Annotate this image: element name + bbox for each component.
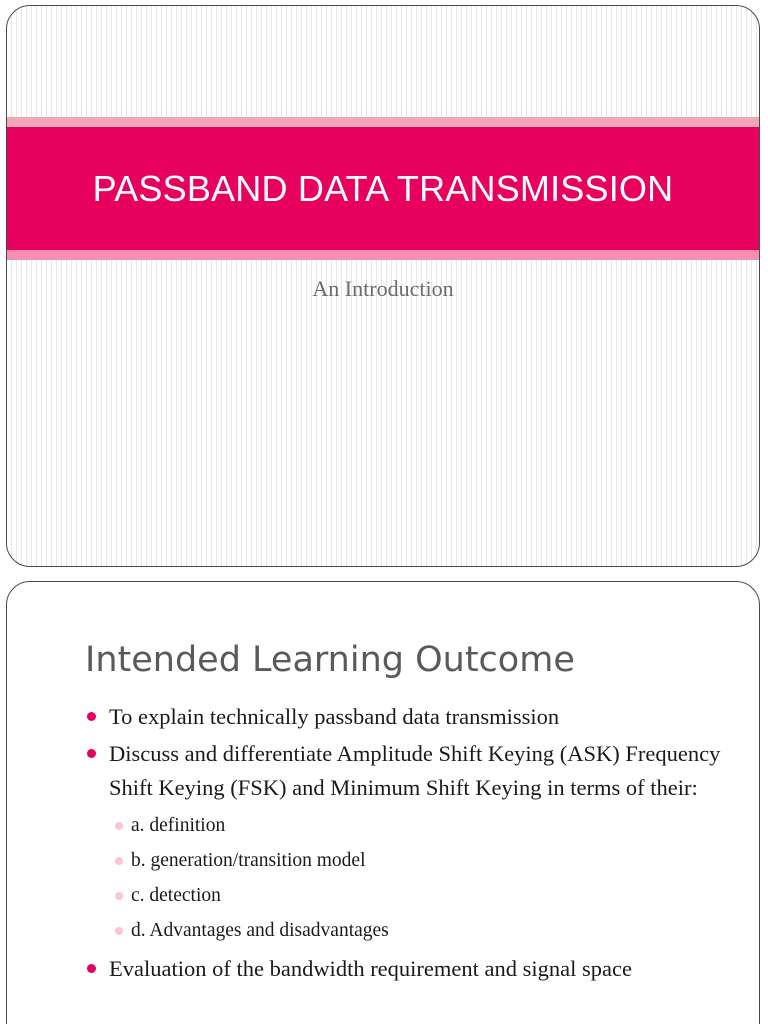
- bullet-dot-icon: [87, 964, 96, 973]
- bullet-text: To explain technically passband data transmission: [109, 704, 560, 729]
- slide-subtitle: An Introduction: [312, 276, 454, 301]
- bullet-text: Evaluation of the bandwidth requirement and signal space: [109, 956, 632, 981]
- sub-bullet-item: [109, 878, 735, 913]
- sub-bullet-dot-icon: [115, 822, 123, 830]
- sub-bullet-dot-icon: [115, 892, 123, 900]
- bullet-text: Discuss and differentiate Amplitude Shift Keying (ASK) Frequency Shift Keying (FSK) and Minimum Shift Keying in terms of their:: [109, 741, 721, 800]
- bullet-list: [85, 700, 735, 989]
- slide-heading: Intended Learning Outcome: [85, 640, 575, 680]
- sub-bullet-item: [109, 843, 735, 878]
- sub-bullet-item: [109, 913, 735, 948]
- sub-bullet-text: b. generation/transition model: [131, 850, 366, 871]
- bullet-dot-icon: [87, 712, 96, 721]
- sub-bullet-text: a. definition: [131, 815, 226, 836]
- bullet-dot-icon: [87, 749, 96, 758]
- title-slide: [6, 5, 760, 567]
- sub-bullet-text: d. Advantages and disadvantages: [131, 920, 389, 941]
- sub-bullet-text: c. detection: [131, 885, 221, 906]
- bullet-item: [85, 952, 735, 986]
- sub-bullet-dot-icon: [115, 857, 123, 865]
- slide-title: PASSBAND DATA TRANSMISSION: [92, 168, 674, 209]
- sub-bullet-list: [109, 808, 735, 948]
- sub-bullet-dot-icon: [115, 927, 123, 935]
- bullet-item: [85, 700, 735, 734]
- learning-outcome-slide: [6, 581, 760, 1024]
- title-band-top-stripe: [7, 117, 759, 127]
- sub-bullet-item: [109, 808, 735, 843]
- title-band-bottom-stripe: [7, 250, 759, 260]
- bullet-item: [85, 737, 735, 948]
